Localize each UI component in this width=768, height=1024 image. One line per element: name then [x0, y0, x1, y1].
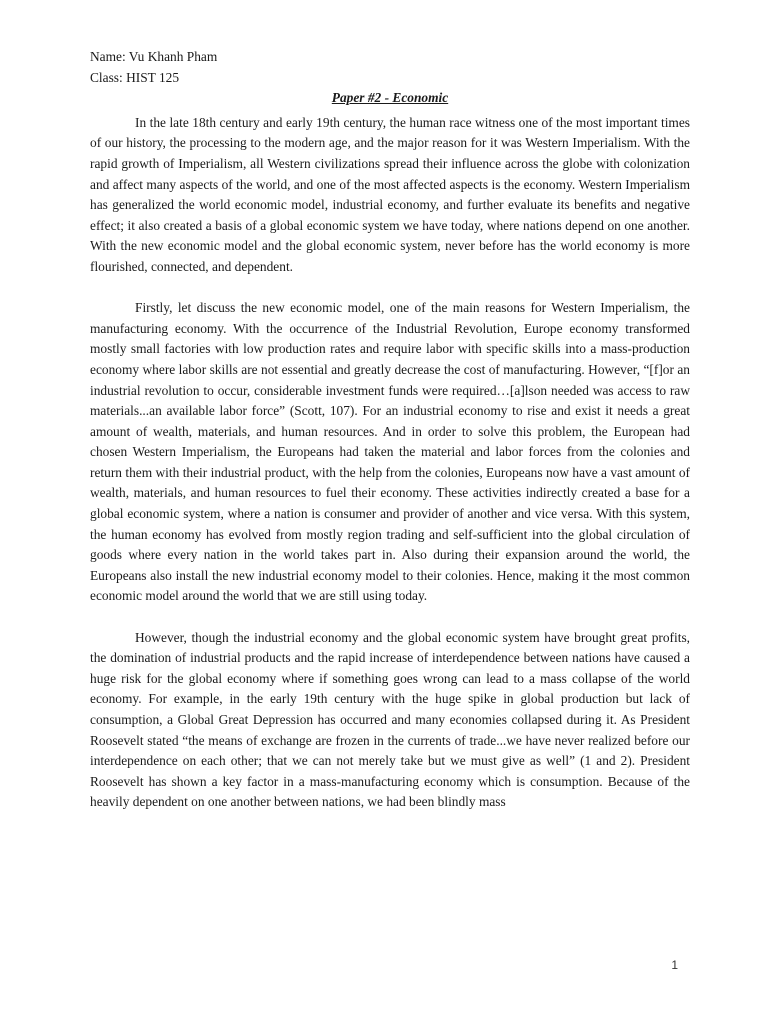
paragraph-1: In the late 18th century and early 19th century, the human race witness one of the most important times of our history, the processing to the modern age, and the major reason for it was Western Imperialism. With the rapid growth of Imperialism, all Western civilizations spread their influence across the globe with colonization and affect many aspects of the world, and one of the most affected aspects is the economy. Western Imperialism has generalized the world economic model, industrial economy, and further evaluate its benefits and negative effect; it also created a basis of a global economic system we have today, where nations depend on one another. With the new economic model and the global economic system, never before has the world economy is more flourished, connected, and dependent.: [90, 114, 690, 274]
class-name: Class: HIST 125: [90, 69, 180, 85]
paragraph-3: However, though the industrial economy and the global economic system have brought great profits, the domination of industrial products and the rapid increase of interdependence between nations have caused a huge risk for the global economy where if something goes wrong can lead to a mass collapse of the world economy. For example, in the early 19th century with the huge spike in global production but lack of consumption, a Global Great Depression has occurred and many economies collapsed during it. As President Roosevelt stated “the means of exchange are frozen in the currents of trade...we have never realized before our interdependence on each other; that we can not merely take but we must give as well” (1 and 2). President Roosevelt has shown a key factor in a mass-manufacturing economy which is consumption. Because of the heavily dependent on one another between nations, we had been blindly mass: [90, 629, 690, 810]
student-name: Name: Vu Khanh Pham: [90, 49, 218, 64]
page-number: 1: [671, 958, 678, 972]
paper-title: Paper #2 - Economic: [331, 90, 449, 106]
paragraph-2: Firstly, let discuss the new economic model, one of the main reasons for Western Imperialism, the manufacturing economy. With the occurrence of the Industrial Revolution, Europe economy transformed mostly small factories with low production rates and require labor with specific skills into a mass-production economy where labor skills are not essential and greatly decrease the cost of manufacturing. However, “[f]or an industrial revolution to occur, considerable investment funds were required…[a]lson needed was access to raw materials...an available labor force” (Scott, 107). For an industrial economy to rise and exist it needs a great amount of wealth, materials, and human resources. And in order to solve this problem, the European had chosen Western Imperialism, the Europeans had taken the material and labor forces from the colonies and return them with their industrial product, with the help from the colonies, Europeans now have a vast amount of wealth, materials, and human resources to fuel their economy. These activities indirectly created a base for a global economic system, where a nation is consumer and provider of another and vice versa. With this system, the human economy has evolved from mostly region trading and self-sufficient into the global circulation of goods where every nation in the world takes part in. Also during their expansion around the world, the Europeans also install the new industrial economy model to their colonies. Hence, making it the most common economic model around the world that we are still using today.: [90, 300, 690, 604]
document-body: [90, 47, 690, 813]
